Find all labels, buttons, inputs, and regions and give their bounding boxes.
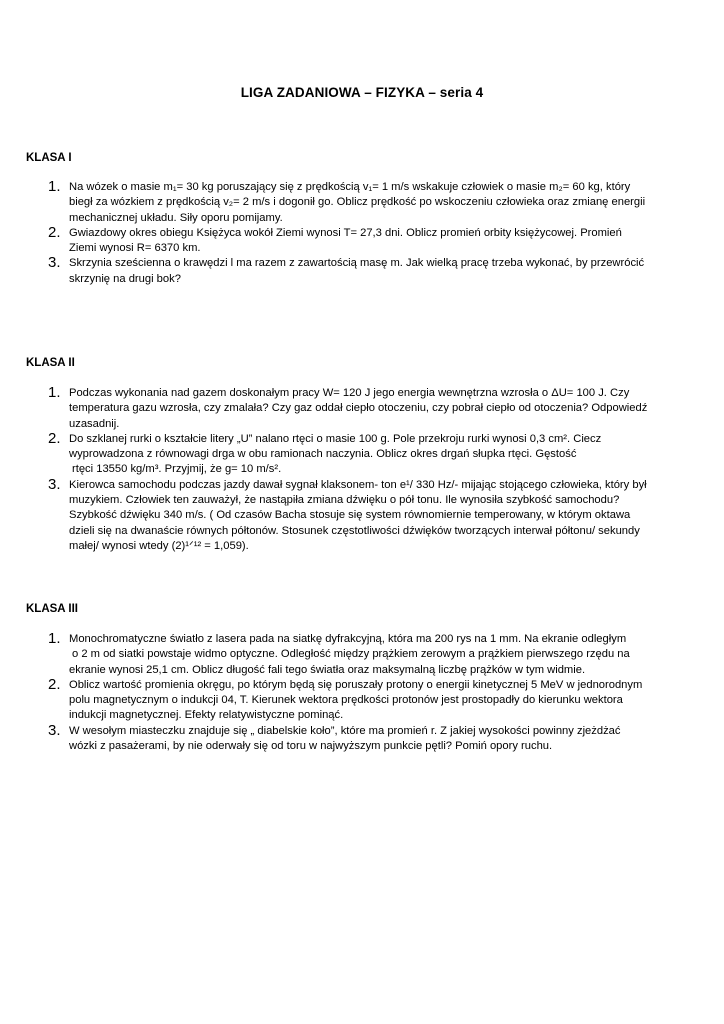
task-number: 3. (48, 721, 61, 739)
task-line: biegł za wózkiem z prędkością v₂= 2 m/s i dogonił go. Oblicz prędkość po wskoczeniu człowieka oraz zmianę energii (69, 196, 646, 209)
task-klasa-1-3 (26, 256, 706, 287)
task-klasa-3-2 (26, 675, 706, 724)
task-line: indukcji magnetycznej. Efekty relatywistyczne pominąć. (69, 709, 344, 722)
task-line: polu magnetycznym o indukcji 04, T. Kierunek wektora prędkości protonów jest prostopadły do kierunku wektora (69, 694, 623, 707)
task-line: Do szklanej rurki o kształcie litery „U” nalano rtęci o masie 100 g. Pole przekroju rurki wynosi 0,3 cm². Ciecz (69, 432, 602, 445)
task-line: Na wózek o masie m₁= 30 kg poruszający się z prędkością v₁= 1 m/s wskakuje człowiek o masie m₂= 60 kg, który (69, 181, 631, 193)
task-line: Skrzynia sześcienna o krawędzi l ma razem z zawartością masę m. Jak wielką pracę trzeba wykonać, by przewrócić (69, 257, 645, 270)
task-number: 1. (48, 630, 61, 647)
task-line: Ziemi wynosi R= 6370 km. (69, 242, 201, 255)
task-number: 1. (48, 384, 61, 401)
task-line: ekranie wynosi 25,1 cm. Oblicz długość fali tego światła oraz maksymalną liczbę prążków w tym widmie. (69, 663, 586, 676)
task-line: wyprowadzona z równowagi drga w obu ramionach naczynia. Oblicz okres drgań słupka rtęci. Gęstość (69, 448, 577, 461)
task-line: Szybkość dźwięku 340 m/s. ( Od czasów Bacha stosuje się system równomiernie temperowany, w którym oktawa (69, 509, 631, 522)
task-klasa-2-1 (26, 386, 706, 432)
section-heading-klasa-2: KLASA II (26, 357, 75, 369)
task-list-klasa-1 (26, 180, 706, 287)
task-list-klasa-3 (26, 632, 706, 754)
task-number: 3. (48, 254, 61, 272)
task-line: rtęci 13550 kg/m³. Przyjmij, że g= 10 m/s². (72, 463, 282, 476)
task-klasa-1-2 (26, 223, 706, 257)
task-line: mechanicznej układu. Siły oporu pomijamy. (69, 211, 283, 224)
section-heading-klasa-3: KLASA III (26, 603, 78, 615)
task-line: Podczas wykonania nad gazem doskonałym pracy W= 120 J jego energia wewnętrzna wzrosła o ΔU= 100 J. Czy (69, 387, 630, 399)
task-klasa-3-3 (26, 721, 706, 755)
task-list-klasa-2 (26, 386, 706, 554)
task-number: 1. (48, 178, 61, 195)
task-line: dzieli się na dwanaście równych półtonów. Stosunek częstotliwości dźwięków tworzących interwał półtonu/ sekundy (69, 524, 640, 537)
section-heading-klasa-1: KLASA I (26, 152, 72, 164)
task-line: skrzynię na drugi bok? (69, 272, 181, 285)
task-klasa-2-3 (26, 475, 706, 554)
task-line: uzasadnij. (69, 417, 120, 430)
task-line: o 2 m od siatki powstaje widmo optyczne. Odległość między prążkiem zerowym a prążkiem pierwszego rzędu na (72, 648, 630, 661)
task-line: temperatura gazu wzrosła, czy zmalała? Czy gaz oddał ciepło otoczeniu, czy pobrał ciepło od otoczenia? Odpowiedź (69, 402, 648, 415)
task-number: 3. (48, 475, 61, 493)
task-klasa-2-2 (26, 429, 706, 478)
task-number: 2. (48, 223, 61, 241)
task-line: Kierowca samochodu podczas jazdy dawał sygnał klaksonem- ton e¹/ 330 Hz/- mijając stojącego człowieka, który był (69, 478, 647, 491)
task-number: 2. (48, 429, 61, 447)
task-number: 2. (48, 675, 61, 693)
task-klasa-1-1 (26, 180, 706, 226)
task-line: małej/ wynosi wtedy (2)¹ᐟ¹² = 1,059). (69, 539, 249, 552)
task-line: Gwiazdowy okres obiegu Księżyca wokół Ziemi wynosi T= 27,3 dni. Oblicz promień orbity księżycowej. Promień (69, 226, 622, 239)
task-line: W wesołym miasteczku znajduje się „ diabelskie koło”, które ma promień r. Z jakiej wysokości powinny zjeżdżać (69, 724, 621, 737)
page-title: LIGA ZADANIOWA – FIZYKA – seria 4 (240, 85, 484, 100)
task-line: Oblicz wartość promienia okręgu, po którym będą się poruszały protony o energii kinetycznej 5 MeV w jednorodnym (69, 678, 643, 691)
task-line: Monochromatyczne światło z lasera pada na siatkę dyfrakcyjną, która ma 200 rys na 1 mm. Na ekranie odległym (69, 633, 627, 645)
task-line: wózki z pasażerami, by nie oderwały się od toru w najwyższym punkcie pętli? Pomiń opory ruchu. (69, 740, 553, 753)
task-line: muzykiem. Człowiek ten zauważył, że nastąpiła zmiana dźwięku o pół tonu. Ile wynosiła szybkość samochodu? (69, 494, 620, 507)
task-klasa-3-1 (26, 632, 706, 678)
